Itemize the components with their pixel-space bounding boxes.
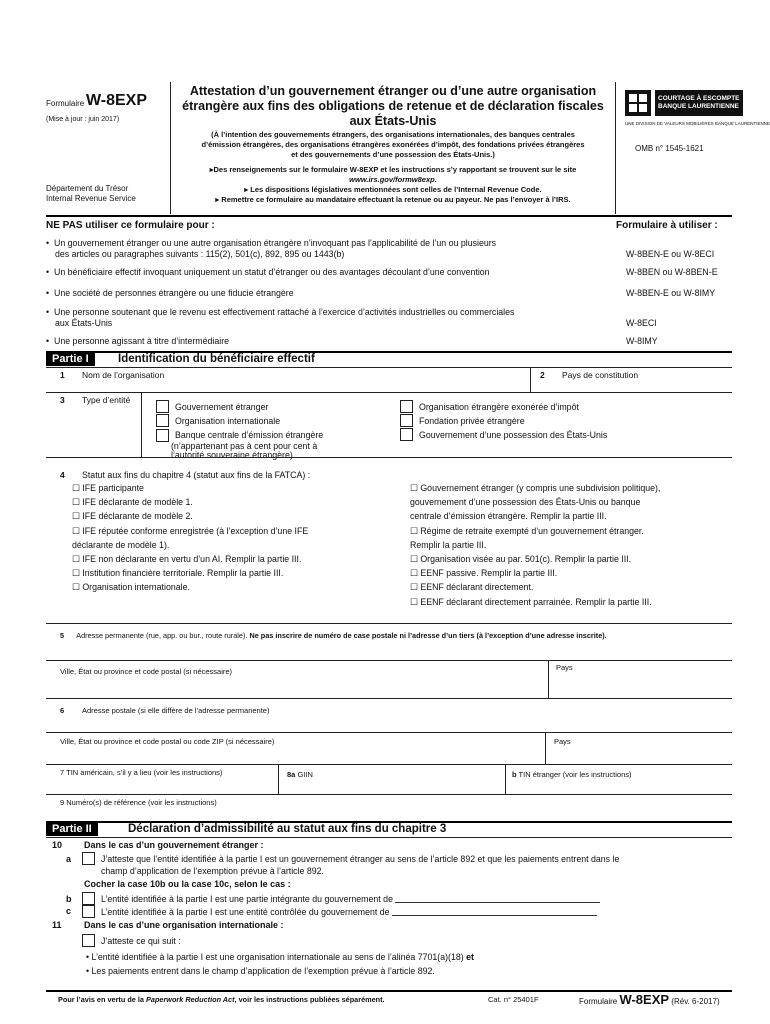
line2-label: Pays de constitution — [562, 370, 639, 380]
department: Département du Trésor Internal Revenue Service — [46, 184, 136, 203]
logo-text: COURTAGE À ESCOMPTE BANQUE LAURENTIENNE — [655, 90, 743, 116]
checkbox[interactable] — [156, 414, 169, 427]
update-date: (Mise à jour : juin 2017) — [46, 116, 120, 123]
type-possession-gov[interactable]: Gouvernement d’une possession des États-Unis — [400, 428, 607, 442]
country1-label: Pays — [556, 663, 573, 672]
checkbox-10c[interactable] — [82, 905, 95, 918]
city2-label: Ville, État ou province et code postal ou code ZIP (si nécessaire) — [60, 737, 275, 746]
line3-number: 3 — [60, 395, 65, 405]
type-foreign-gov[interactable]: Gouvernement étranger — [156, 400, 323, 414]
catalog-number: Cat. n° 25401F — [488, 995, 539, 1004]
form-label: Formulaire — [46, 99, 85, 108]
checkbox-10a[interactable] — [82, 852, 95, 865]
line11-number: 11 — [52, 920, 62, 930]
line11-bullets: • L’entité identifiée à la partie I est une organisation internationale au sens de l’alinéa 7701(a)(18) et • Les paiements entrent dans le champ d’application de l’exemption prévue à l’article 892. — [86, 952, 474, 976]
line1-label: Nom de l’organisation — [82, 370, 165, 380]
form-to-use-heading: Formulaire à utiliser : — [616, 220, 718, 231]
line10c: L’entité identifiée à la partie I est une entité contrôlée du gouvernement de — [82, 905, 597, 918]
checkbox-11[interactable] — [82, 934, 95, 947]
line11-heading: Dans le cas d’une organisation internationale : — [84, 920, 284, 930]
form-subtitle: (À l’intention des gouvernements étrangers, des organisations internationales, des banques centrales d’émission étrangères, des organisations étrangères exonérées d’impôt, des fondations privées étrangères et des gouvernements d’une possession des États-Unis.) — [201, 130, 585, 159]
checkbox[interactable] — [400, 428, 413, 441]
permanent-address-input[interactable] — [60, 642, 730, 658]
form-id: W-8EXP — [86, 92, 148, 109]
line2-number: 2 — [540, 370, 545, 380]
line11-check: J’atteste ce qui suit : — [82, 934, 181, 947]
not-use-row-4: • Une personne soutenant que le revenu est effectivement rattaché à l’exercice d’activités industrielles ou commerciales aux États-Unis W-8ECI — [46, 307, 657, 328]
part1-title: Identification du bénéficiaire effectif — [118, 353, 315, 365]
type-exempt-org[interactable]: Organisation étrangère exonérée d’impôt — [400, 400, 607, 414]
checkbox[interactable] — [156, 400, 169, 413]
checkbox[interactable] — [400, 414, 413, 427]
line10c-letter: c — [66, 906, 72, 916]
type-intl-org[interactable]: Organisation internationale — [156, 414, 323, 428]
entity-types-right — [400, 400, 607, 442]
gov-10b-input[interactable] — [395, 894, 600, 903]
logo-mark-icon — [625, 90, 651, 116]
fatca-status-right[interactable]: ☐ Gouvernement étranger (y compris une subdivision politique), gouvernement d’une possession des États-Unis ou banque centrale d’émission étrangère. Remplir la partie III. ☐ Régime de retraite exempté d’un gouvernement étranger. Remplir la partie III. ☐ Organisation visée au par. 501(c). Remplir la partie III. ☐ EENF passive. Remplir la partie III. ☐ EENF déclarant directement. ☐ EENF déclarant directement parrainée. Remplir la partie III. — [410, 483, 661, 607]
entity-types-left — [156, 400, 323, 460]
country-input[interactable] — [560, 380, 730, 390]
omb-number: OMB n° 1545-1621 — [635, 144, 704, 153]
line6-number: 6 — [60, 706, 65, 715]
line8a-label: 8a GIIN — [287, 770, 313, 779]
type-private-foundation[interactable]: Fondation privée étrangère — [400, 414, 607, 428]
logo-caption: UNE DIVISION DE VALEURS MOBILIÈRES BANQUE LAURENTIENNE — [625, 121, 770, 126]
part2-tag: Partie II — [46, 822, 98, 836]
line5-label: 5 Adresse permanente (rue, app. ou bur., route rurale). Ne pas inscrire de numéro de case postale ni l’adresse d’un tiers (à l’exception d’une adresse inscrite). — [60, 631, 607, 640]
checkbox[interactable] — [400, 400, 413, 413]
form-title: Attestation d’un gouvernement étranger ou d’une autre organisation étrangère aux fins des obligations de retenue et de déclaration fiscales aux États-Unis — [182, 84, 604, 128]
line10-number: 10 — [52, 840, 63, 850]
line6-label: Adresse postale (si elle diffère de l’adresse permanente) — [82, 706, 270, 715]
paperwork-notice: Pour l’avis en vertu de la Paperwork Reduction Act, voir les instructions publiées séparément. — [58, 995, 385, 1004]
line10b: L’entité identifiée à la partie I est une partie intégrante du gouvernement de — [82, 892, 600, 905]
not-use-row-2: • Un bénéficiaire effectif invoquant uniquement un statut d’étranger ou des avantages découlant d’une convention W-8BEN ou W-8BEN-E — [46, 267, 718, 277]
footer-form-id: Formulaire W-8EXP (Rév. 6-2017) — [579, 992, 720, 1007]
instructions-notes: ▸Des renseignements sur le formulaire W-8EXP et les instructions s’y rapportant se trouvent sur le site www.irs.gov/formw8exp. ▸ Les dispositions législatives mentionnées sont celles de l’Internal Revenue Code. ▸ Remettre ce formulaire au mandataire effectuant la retenue ou au payeur. Ne pas l’envoyer à l’IRS. — [172, 165, 614, 205]
fatca-status-left[interactable]: ☐ IFE participante ☐ IFE déclarante de modèle 1. ☐ IFE déclarante de modèle 2. ☐ IFE réputée conforme enregistrée (à l’exception d’une IFE déclarante de modèle 1). ☐ IFE non déclarante en vertu d’un AI. Remplir la partie III. ☐ Institution financière territoriale. Remplir la partie III. ☐ Organisation internationale. — [72, 483, 309, 593]
irs-url[interactable]: www.irs.gov/formw8exp. — [349, 175, 437, 184]
not-use-heading: NE PAS utiliser ce formulaire pour : — [46, 220, 215, 231]
line1-number: 1 — [60, 370, 65, 380]
line8b-label: b TIN étranger (voir les instructions) — [512, 770, 632, 779]
line10a: J’atteste que l’entité identifiée à la partie I est un gouvernement étranger au sens de l’article 892 et que les paiements entrent dans le champ d’application de l’exemption prévue à l’article 892. — [82, 852, 619, 877]
country2-label: Pays — [554, 737, 571, 746]
type-central-bank[interactable]: Banque centrale d’émission étrangère (n’appartenant pas à cent pour cent à l’autorité souveraine étrangère) — [156, 427, 323, 460]
line10b-letter: b — [66, 894, 72, 904]
part2-title: Déclaration d’admissibilité au statut aux fins du chapitre 3 — [128, 823, 447, 835]
part1-tag: Partie I — [46, 352, 95, 366]
not-use-row-5: • Une personne agissant à titre d’intermédiaire W-8IMY — [46, 336, 658, 346]
line10-heading: Dans le cas d’un gouvernement étranger : — [84, 840, 264, 850]
line10-check-instr: Cocher la case 10b ou la case 10c, selon le cas : — [84, 879, 291, 889]
mailing-address-input[interactable] — [60, 716, 730, 730]
gov-10c-input[interactable] — [392, 907, 597, 916]
line10a-letter: a — [66, 854, 72, 864]
not-use-row-1: • Un gouvernement étranger ou une autre organisation étrangère n’invoquant pas l’applicabilité de l’un ou plusieurs des articles ou paragraphes suivants : 115(2), 501(c), 892, 895 ou 1443(b) W-8BEN-E ou W-8ECI — [46, 238, 715, 259]
line3-label: Type d’entité — [82, 395, 131, 405]
line7-label: 7 TIN américain, s’il y a lieu (voir les instructions) — [60, 768, 223, 777]
reference-input[interactable] — [60, 808, 730, 818]
not-use-row-3: • Une société de personnes étrangère ou une fiducie étrangère W-8BEN-E ou W-8IMY — [46, 288, 716, 298]
org-name-input[interactable] — [80, 380, 528, 390]
bank-logo — [625, 90, 743, 116]
line4-number: 4 — [60, 470, 65, 480]
line4-label: Statut aux fins du chapitre 4 (statut aux fins de la FATCA) : — [82, 470, 311, 480]
checkbox[interactable] — [156, 429, 169, 442]
checkbox-10b[interactable] — [82, 892, 95, 905]
city1-label: Ville, État ou province et code postal (si nécessaire) — [60, 667, 233, 676]
line9-label: 9 Numéro(s) de référence (voir les instructions) — [60, 798, 217, 807]
